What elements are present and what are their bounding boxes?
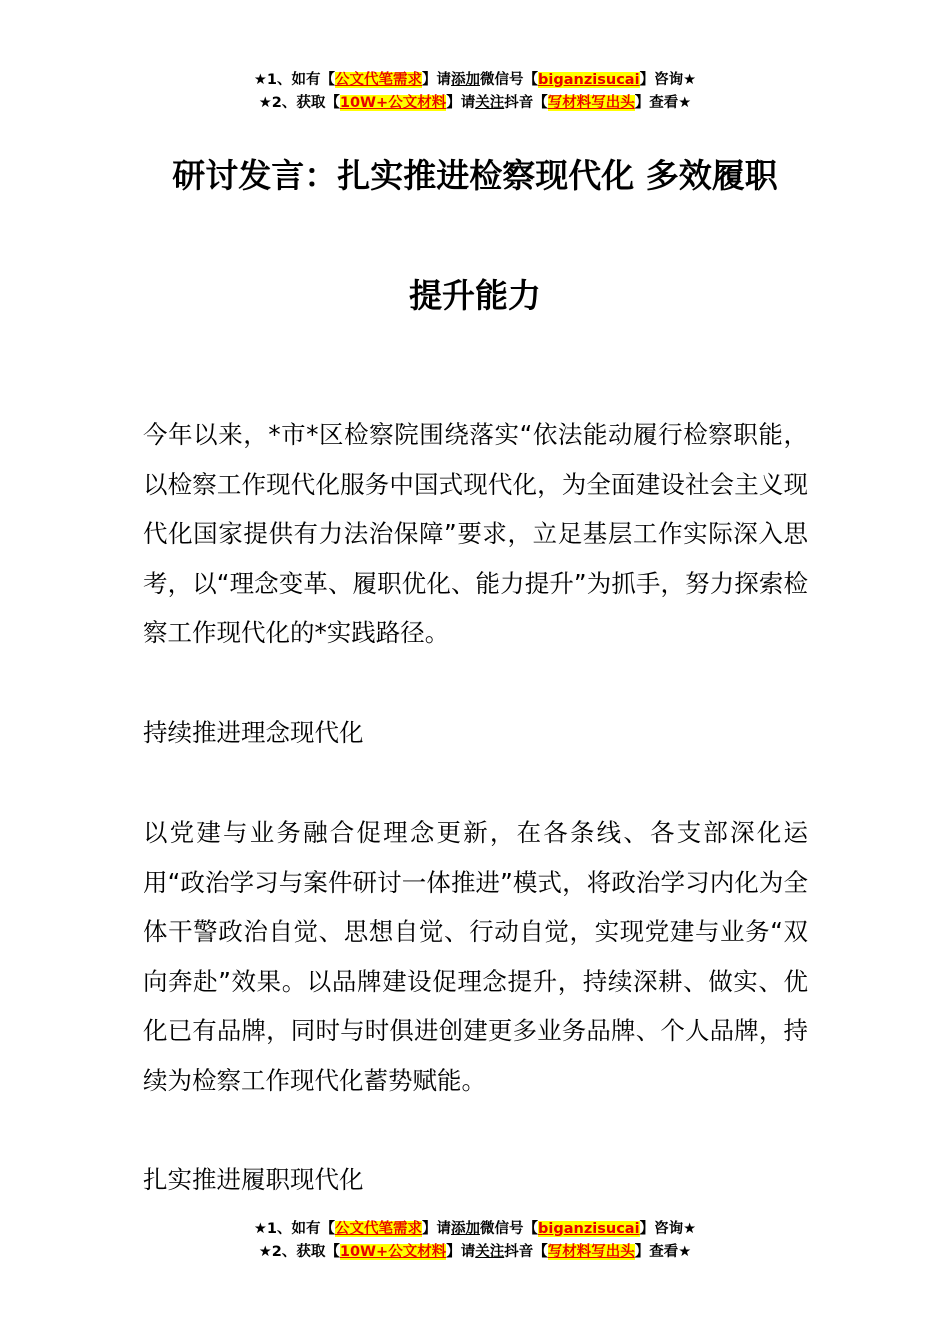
promo-text: 】请 bbox=[422, 72, 452, 88]
body-paragraph-concept: 以党建与业务融合促理念更新，在各条线、各支部深化运用“政治学习与案件研讨一体推进”模式，将政治学习内化为全体干警政治自觉、思想自觉、行动自觉，实现党建与业务“双向奔赴”效果。以品牌建设促理念提升，持续深耕、做实、优化已有品牌，同时与时俱进创建更多业务品牌、个人品牌，持续为检察工作现代化蓄势赋能。 bbox=[143, 818, 808, 1095]
promo-line-1 bbox=[0, 69, 950, 92]
promo-text: 抖音【 bbox=[504, 1244, 548, 1260]
promo-highlight-wechat: biganzisucai bbox=[538, 72, 640, 88]
promo-text: 】查看★ bbox=[634, 1244, 692, 1260]
promo-highlight-materials: 10W+公文材料 bbox=[339, 95, 447, 111]
promo-text: 】查看★ bbox=[634, 95, 692, 111]
promo-text: ★1、如有【 bbox=[253, 1221, 336, 1237]
promo-underlined-word: 添加 bbox=[451, 1221, 481, 1237]
promo-underlined-word: 关注 bbox=[475, 95, 505, 111]
promo-highlight-douyin: 写材料写出头 bbox=[547, 95, 635, 111]
promo-text: ★1、如有【 bbox=[253, 72, 336, 88]
promo-text: ★2、获取【 bbox=[258, 95, 340, 111]
promo-text: 】请 bbox=[446, 95, 476, 111]
promo-text: 微信号【 bbox=[480, 1221, 539, 1237]
document-title-line-2: 提升能力 bbox=[409, 276, 541, 315]
promo-highlight-douyin: 写材料写出头 bbox=[547, 1244, 635, 1260]
section-heading-duty: 扎实推进履职现代化 bbox=[143, 1165, 364, 1194]
promo-line-2 bbox=[0, 1241, 950, 1264]
promo-line-2 bbox=[0, 92, 950, 115]
promo-text: 抖音【 bbox=[504, 95, 548, 111]
promo-text: 】咨询★ bbox=[639, 1221, 697, 1237]
body-paragraph-intro: 今年以来，*市*区检察院围绕落实“依法能动履行检察职能，以检察工作现代化服务中国式现代化，为全面建设社会主义现代化国家提供有力法治保障”要求，立足基层工作实际深入思考，以“理念变革、履职优化、能力提升”为抓手，努力探索检察工作现代化的*实践路径。 bbox=[143, 420, 808, 648]
promo-text: 】咨询★ bbox=[639, 72, 697, 88]
promo-underlined-word: 添加 bbox=[451, 72, 481, 88]
promo-highlight-materials: 10W+公文材料 bbox=[339, 1244, 447, 1260]
promo-highlight-service: 公文代笔需求 bbox=[335, 72, 423, 88]
top-promo-banner bbox=[0, 69, 950, 115]
promo-text: 】请 bbox=[446, 1244, 476, 1260]
promo-text: 】请 bbox=[422, 1221, 452, 1237]
promo-highlight-wechat: biganzisucai bbox=[538, 1221, 640, 1237]
promo-text: ★2、获取【 bbox=[258, 1244, 340, 1260]
bottom-promo-banner bbox=[0, 1218, 950, 1264]
promo-underlined-word: 关注 bbox=[475, 1244, 505, 1260]
section-heading-concept: 持续推进理念现代化 bbox=[143, 718, 364, 747]
promo-line-1 bbox=[0, 1218, 950, 1241]
promo-text: 微信号【 bbox=[480, 72, 539, 88]
promo-highlight-service: 公文代笔需求 bbox=[335, 1221, 423, 1237]
document-title-line-1: 研讨发言：扎实推进检察现代化 多效履职 bbox=[172, 156, 778, 195]
